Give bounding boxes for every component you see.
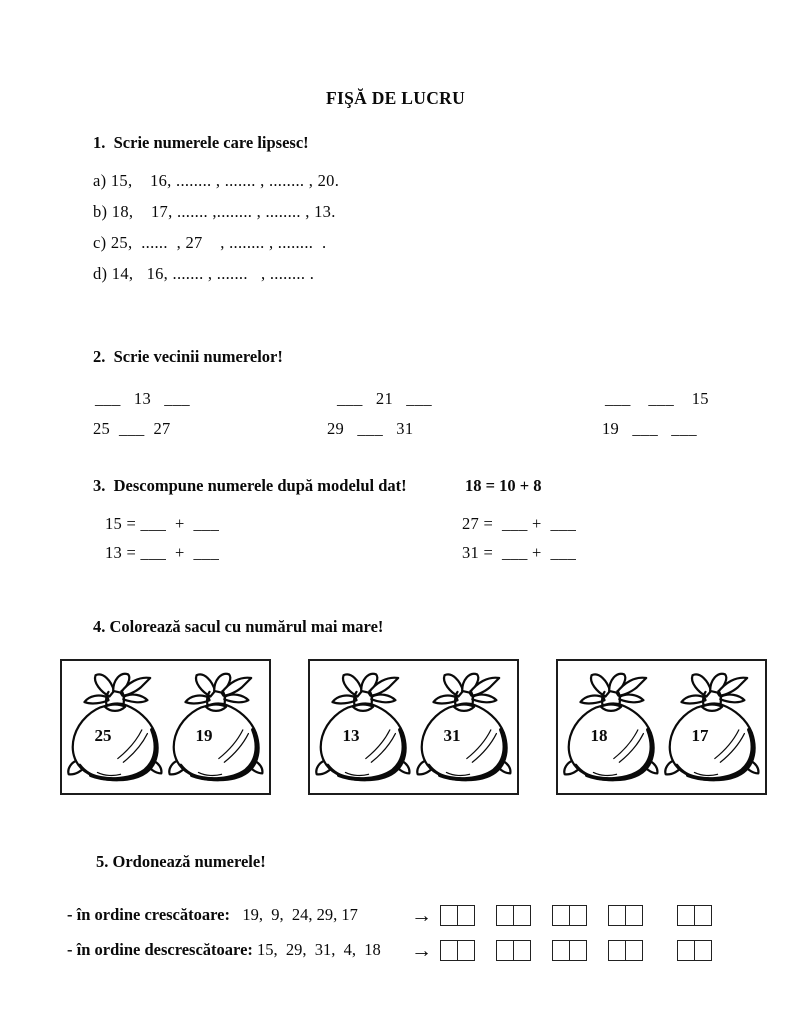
sequence-line-d: d) 14, 16, ....... , ....... , ........ . (93, 264, 315, 283)
sack-figure[interactable] (561, 665, 661, 791)
answer-cell[interactable] (609, 906, 626, 925)
answer-boxes (440, 940, 712, 961)
sack-box (556, 659, 767, 795)
sack-number: 13 (342, 725, 360, 745)
neighbors-cell: ___ 13 ___ (95, 389, 190, 408)
answer-cell[interactable] (441, 906, 458, 925)
decompose-line: 27 = ___ + ___ (462, 514, 577, 533)
section1-heading: 1. Scrie numerele care lipsesc! (93, 133, 309, 152)
sack-number: 17 (691, 725, 709, 745)
page-title: FIŞĂ DE LUCRU (325, 88, 466, 108)
section2-heading: 2. Scrie vecinii numerelor! (93, 347, 283, 366)
answer-cell[interactable] (441, 941, 458, 960)
answer-cell[interactable] (609, 941, 626, 960)
answer-box-pair[interactable] (440, 905, 475, 926)
arrow-icon: → (411, 902, 432, 927)
answer-cell[interactable] (570, 906, 586, 925)
sack-figure[interactable] (166, 665, 266, 791)
sack-figure[interactable] (414, 665, 514, 791)
answer-cell[interactable] (458, 941, 474, 960)
answer-cell[interactable] (497, 941, 514, 960)
answer-cell[interactable] (626, 941, 642, 960)
order-row-text (67, 905, 409, 925)
answer-box-pair[interactable] (496, 905, 531, 926)
sack-icon (561, 665, 661, 791)
sack-icon (65, 665, 165, 791)
sack-number: 25 (94, 725, 112, 745)
answer-cell[interactable] (695, 906, 711, 925)
sack-figure[interactable] (65, 665, 165, 791)
sequence-line-a: a) 15, 16, ........ , ....... , ........ , 20. (93, 171, 340, 190)
order-row-numbers: 19, 9, 24, 29, 17 (229, 905, 358, 924)
answer-box-pair[interactable] (677, 905, 712, 926)
answer-cell[interactable] (514, 941, 530, 960)
answer-box-pair[interactable] (496, 940, 531, 961)
answer-box-pair[interactable] (677, 940, 712, 961)
answer-box-pair[interactable] (440, 940, 475, 961)
answer-box-pair[interactable] (552, 905, 587, 926)
sack-icon (166, 665, 266, 791)
neighbors-cell: 29 ___ 31 (327, 419, 414, 438)
order-row-label: - în ordine crescătoare: (67, 905, 230, 924)
section5-heading: 5. Ordonează numerele! (96, 852, 266, 871)
answer-cell[interactable] (553, 906, 570, 925)
sack-figure[interactable] (662, 665, 762, 791)
neighbors-cell: ___ 21 ___ (337, 389, 432, 408)
answer-cell[interactable] (497, 906, 514, 925)
answer-cell[interactable] (553, 941, 570, 960)
answer-box-pair[interactable] (608, 905, 643, 926)
neighbors-cell: ___ ___ 15 (605, 389, 709, 408)
answer-cell[interactable] (695, 941, 711, 960)
sack-icon (414, 665, 514, 791)
answer-box-pair[interactable] (552, 940, 587, 961)
neighbors-cell: 25 ___ 27 (93, 419, 171, 438)
sack-boxes-row (60, 659, 767, 795)
sequence-line-b: b) 18, 17, ....... ,........ , ........ , 13. (93, 202, 336, 221)
order-row-text (67, 940, 409, 960)
section3-heading: 3. Descompune numerele după modelul dat! (93, 476, 407, 495)
decompose-line: 15 = ___ + ___ (105, 514, 220, 533)
order-row-numbers: 15, 29, 31, 4, 18 (252, 940, 381, 959)
order-row-ascending (67, 903, 712, 927)
answer-cell[interactable] (570, 941, 586, 960)
answer-cell[interactable] (514, 906, 530, 925)
answer-cell[interactable] (678, 941, 695, 960)
answer-cell[interactable] (678, 906, 695, 925)
decompose-model: 18 = 10 + 8 (465, 476, 542, 495)
neighbors-cell: 19 ___ ___ (602, 419, 697, 438)
sack-box (308, 659, 519, 795)
arrow-icon: → (411, 937, 432, 962)
sequence-line-c: c) 25, ...... , 27 , ........ , ........ . (93, 233, 327, 252)
answer-box-pair[interactable] (608, 940, 643, 961)
answer-boxes (440, 905, 712, 926)
answer-cell[interactable] (626, 906, 642, 925)
sack-icon (662, 665, 762, 791)
sack-number: 19 (195, 725, 213, 745)
sack-icon (313, 665, 413, 791)
order-row-label: - în ordine descrescătoare: (67, 940, 253, 959)
sack-number: 18 (590, 725, 608, 745)
decompose-line: 13 = ___ + ___ (105, 543, 220, 562)
order-row-descending (67, 938, 712, 962)
answer-cell[interactable] (458, 906, 474, 925)
sack-box (60, 659, 271, 795)
decompose-line: 31 = ___ + ___ (462, 543, 577, 562)
sack-figure[interactable] (313, 665, 413, 791)
section4-heading: 4. Colorează sacul cu numărul mai mare! (93, 617, 384, 636)
sack-number: 31 (443, 725, 461, 745)
